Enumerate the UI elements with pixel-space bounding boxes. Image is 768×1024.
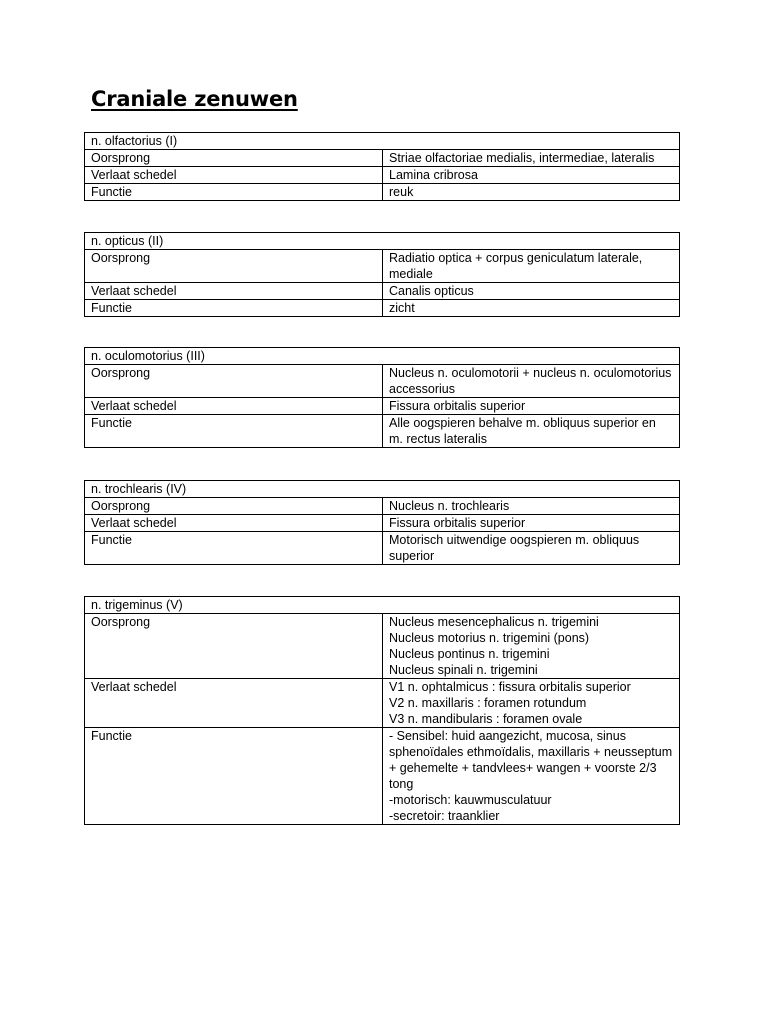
origin-label: Oorsprong — [85, 150, 383, 167]
exit-label: Verlaat schedel — [85, 398, 383, 415]
origin-value — [383, 614, 680, 679]
function-value — [383, 300, 680, 317]
exit-row — [85, 679, 680, 728]
origin-row — [85, 498, 680, 515]
function-line: -secretoir: traanklier — [389, 809, 500, 823]
nerve-name: n. olfactorius (I) — [85, 133, 680, 150]
function-label: Functie — [85, 532, 383, 565]
exit-row — [85, 167, 680, 184]
function-line: Motorisch uitwendige oogspieren m. obliquus superior — [389, 533, 640, 563]
exit-value — [383, 283, 680, 300]
origin-label: Oorsprong — [85, 614, 383, 679]
nerve-name: n. trochlearis (IV) — [85, 481, 680, 498]
exit-line: V3 n. mandibularis : foramen ovale — [389, 712, 583, 726]
nerve-table-trigeminus — [84, 596, 680, 825]
function-line: Alle oogspieren behalve m. obliquus superior en m. rectus lateralis — [389, 416, 656, 446]
origin-line: Radiatio optica + corpus geniculatum laterale, mediale — [389, 251, 643, 281]
function-line: - Sensibel: huid aangezicht, mucosa, sinus sphenoïdales ethmoïdalis, maxillaris + neusseptum + gehemelte + tandvlees+ wangen + voorste 2/3 tong — [389, 729, 673, 791]
origin-label: Oorsprong — [85, 250, 383, 283]
function-value — [383, 184, 680, 201]
function-label: Functie — [85, 184, 383, 201]
function-label: Functie — [85, 415, 383, 448]
origin-line: Nucleus motorius n. trigemini (pons) — [389, 631, 590, 645]
exit-label: Verlaat schedel — [85, 167, 383, 184]
origin-row — [85, 365, 680, 398]
origin-line: Nucleus spinali n. trigemini — [389, 663, 538, 677]
origin-row — [85, 250, 680, 283]
function-row — [85, 532, 680, 565]
origin-line: Striae olfactoriae medialis, intermediae, lateralis — [389, 151, 655, 165]
exit-value — [383, 679, 680, 728]
function-row — [85, 728, 680, 825]
exit-label: Verlaat schedel — [85, 679, 383, 728]
exit-label: Verlaat schedel — [85, 283, 383, 300]
exit-line: V1 n. ophtalmicus : fissura orbitalis superior — [389, 680, 631, 694]
nerve-name: n. opticus (II) — [85, 233, 680, 250]
function-row — [85, 415, 680, 448]
function-label: Functie — [85, 300, 383, 317]
origin-value — [383, 498, 680, 515]
origin-line: Nucleus n. oculomotorii + nucleus n. oculomotorius accessorius — [389, 366, 672, 396]
nerve-name-row — [85, 133, 680, 150]
page-title: Craniale zenuwen — [91, 87, 298, 111]
function-value — [383, 728, 680, 825]
nerve-table-trochlearis — [84, 480, 680, 565]
origin-label: Oorsprong — [85, 365, 383, 398]
exit-value — [383, 515, 680, 532]
nerve-name-row — [85, 481, 680, 498]
nerve-name-row — [85, 233, 680, 250]
origin-line: Nucleus n. trochlearis — [389, 499, 510, 513]
exit-value — [383, 167, 680, 184]
function-value — [383, 532, 680, 565]
exit-line: V2 n. maxillaris : foramen rotundum — [389, 696, 587, 710]
exit-label: Verlaat schedel — [85, 515, 383, 532]
origin-line: Nucleus pontinus n. trigemini — [389, 647, 550, 661]
exit-value — [383, 398, 680, 415]
nerve-table-oculomotorius — [84, 347, 680, 448]
exit-line: Fissura orbitalis superior — [389, 516, 526, 530]
exit-line: Lamina cribrosa — [389, 168, 478, 182]
origin-value — [383, 250, 680, 283]
function-line: -motorisch: kauwmusculatuur — [389, 793, 552, 807]
nerve-name-row — [85, 597, 680, 614]
origin-value — [383, 365, 680, 398]
nerve-name-row — [85, 348, 680, 365]
function-line: zicht — [389, 301, 415, 315]
origin-value — [383, 150, 680, 167]
exit-row — [85, 398, 680, 415]
function-value — [383, 415, 680, 448]
function-row — [85, 184, 680, 201]
nerve-table-olfactorius — [84, 132, 680, 201]
function-line: reuk — [389, 185, 414, 199]
exit-row — [85, 283, 680, 300]
function-label: Functie — [85, 728, 383, 825]
nerve-name: n. oculomotorius (III) — [85, 348, 680, 365]
exit-line: Fissura orbitalis superior — [389, 399, 526, 413]
origin-line: Nucleus mesencephalicus n. trigemini — [389, 615, 599, 629]
exit-line: Canalis opticus — [389, 284, 474, 298]
origin-label: Oorsprong — [85, 498, 383, 515]
nerve-table-opticus — [84, 232, 680, 317]
function-row — [85, 300, 680, 317]
nerve-name: n. trigeminus (V) — [85, 597, 680, 614]
exit-row — [85, 515, 680, 532]
origin-row — [85, 614, 680, 679]
origin-row — [85, 150, 680, 167]
